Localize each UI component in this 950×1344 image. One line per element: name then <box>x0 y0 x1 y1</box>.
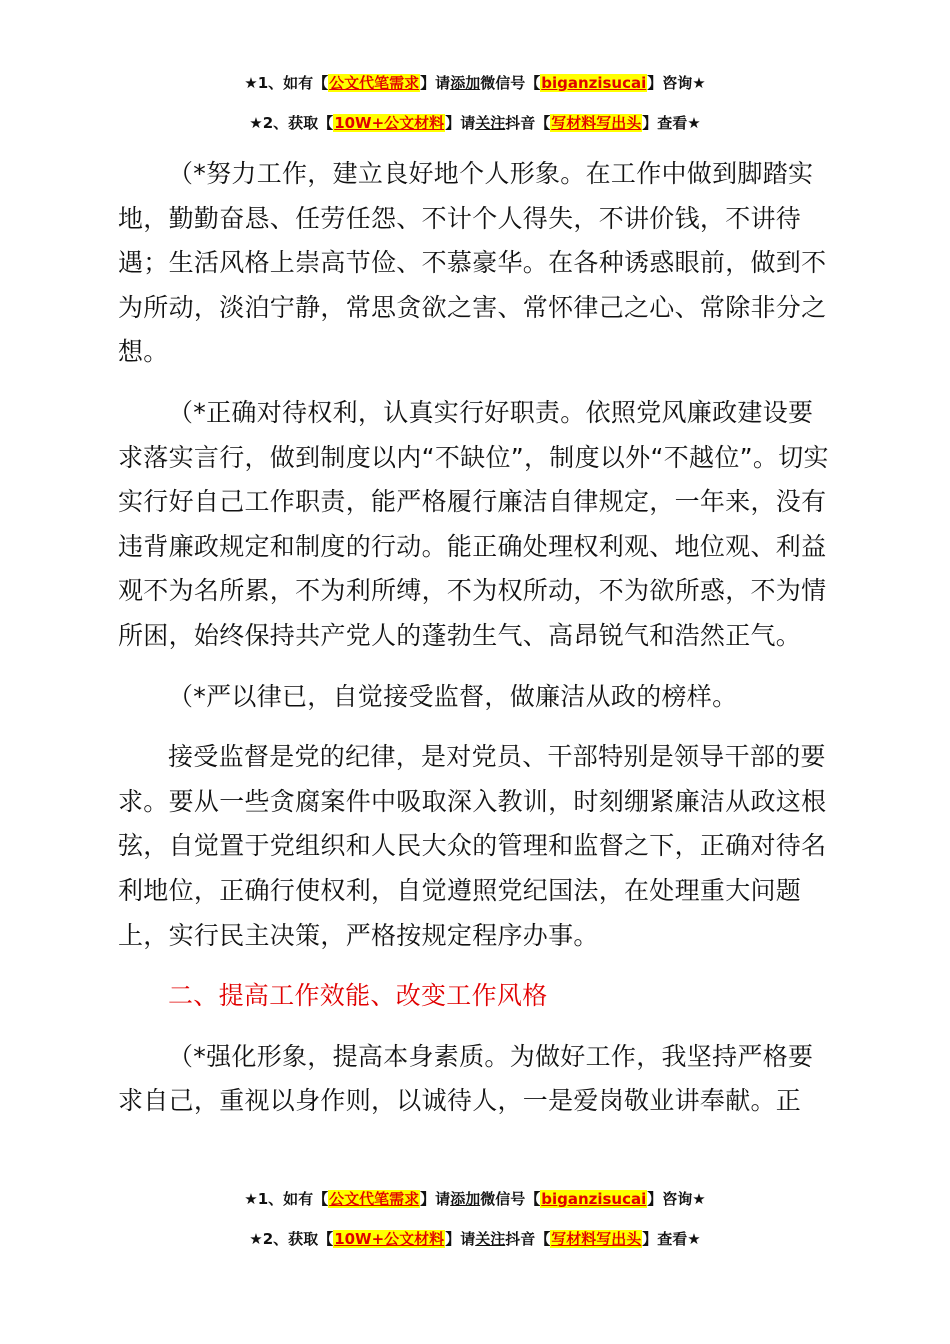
promo-text: 微信号【 <box>480 74 541 92</box>
paragraph-3: （*严以律已，自觉接受监督，做廉洁从政的榜样。 <box>168 681 738 711</box>
promo-highlight: 写材料写出头 <box>551 1230 642 1248</box>
promo-text: ★2、获取【 <box>249 1230 334 1248</box>
promo-text: 】咨询★ <box>647 1190 706 1208</box>
promo-text: 】请 <box>420 74 451 92</box>
promo-text: 】请 <box>445 114 476 132</box>
promo-highlight: biganzisucai <box>541 1190 647 1208</box>
promo-highlight: 10W+公文材料 <box>334 114 445 132</box>
promo-underline: 关注 <box>475 114 506 132</box>
promo-text: 】咨询★ <box>647 74 706 92</box>
promo-bottom-line-2 <box>0 1228 950 1249</box>
promo-top-line-2 <box>0 112 950 133</box>
promo-underline: 添加 <box>450 1190 481 1208</box>
paragraph-2: （*正确对待权利，认真实行好职责。依照党风廉政建设要求落实言行，做到制度以内“不缺位”，制度以外“不越位”。切实实行好自己工作职责，能严格履行廉洁自律规定，一年来，没有违背廉政规定和制度的行动。能正确处理权利观、地位观、利益观不为名所累，不为利所缚，不为权所动，不为欲所惑，不为情所困，始终保持共产党人的蓬勃生气、高昂锐气和浩然正气。 <box>118 397 829 650</box>
promo-underline: 关注 <box>475 1230 506 1248</box>
promo-highlight: biganzisucai <box>541 74 647 92</box>
promo-text: 微信号【 <box>480 1190 541 1208</box>
section-heading: 二、提高工作效能、改变工作风格 <box>168 981 548 1011</box>
promo-text: ★2、获取【 <box>249 114 334 132</box>
promo-text: 】请 <box>420 1190 451 1208</box>
promo-highlight: 公文代笔需求 <box>329 1190 420 1208</box>
promo-highlight: 写材料写出头 <box>551 114 642 132</box>
promo-text: ★1、如有【 <box>244 74 329 92</box>
promo-text: ★1、如有【 <box>244 1190 329 1208</box>
promo-bottom-line-1 <box>0 1188 950 1209</box>
promo-highlight: 10W+公文材料 <box>334 1230 445 1248</box>
promo-text: 抖音【 <box>505 1230 551 1248</box>
promo-highlight: 公文代笔需求 <box>329 74 420 92</box>
paragraph-4: 接受监督是党的纪律，是对党员、干部特别是领导干部的要求。要从一些贪腐案件中吸取深入教训，时刻绷紧廉洁从政这根弦，自觉置于党组织和人民大众的管理和监督之下，正确对待名利地位，正确行使权利，自觉遵照党纪国法，在处理重大问题上，实行民主决策，严格按规定程序办事。 <box>118 742 827 950</box>
promo-top-line-1 <box>0 72 950 93</box>
promo-text: 】查看★ <box>642 114 701 132</box>
promo-text: 】查看★ <box>642 1230 701 1248</box>
promo-underline: 添加 <box>450 74 481 92</box>
paragraph-1: （*努力工作，建立良好地个人形象。在工作中做到脚踏实地，勤勤奋恳、任劳任怨、不计个人得失，不讲价钱，不讲待遇；生活风格上崇高节俭、不慕豪华。在各种诱惑眼前，做到不为所动，淡泊宁静，常思贪欲之害、常怀律己之心、常除非分之想。 <box>118 159 827 367</box>
promo-text: 】请 <box>445 1230 476 1248</box>
paragraph-5: （*强化形象，提高本身素质。为做好工作，我坚持严格要求自己，重视以身作则，以诚待人，一是爱岗敬业讲奉献。正 <box>118 1041 814 1116</box>
promo-text: 抖音【 <box>505 114 551 132</box>
document-body <box>118 152 838 1124</box>
